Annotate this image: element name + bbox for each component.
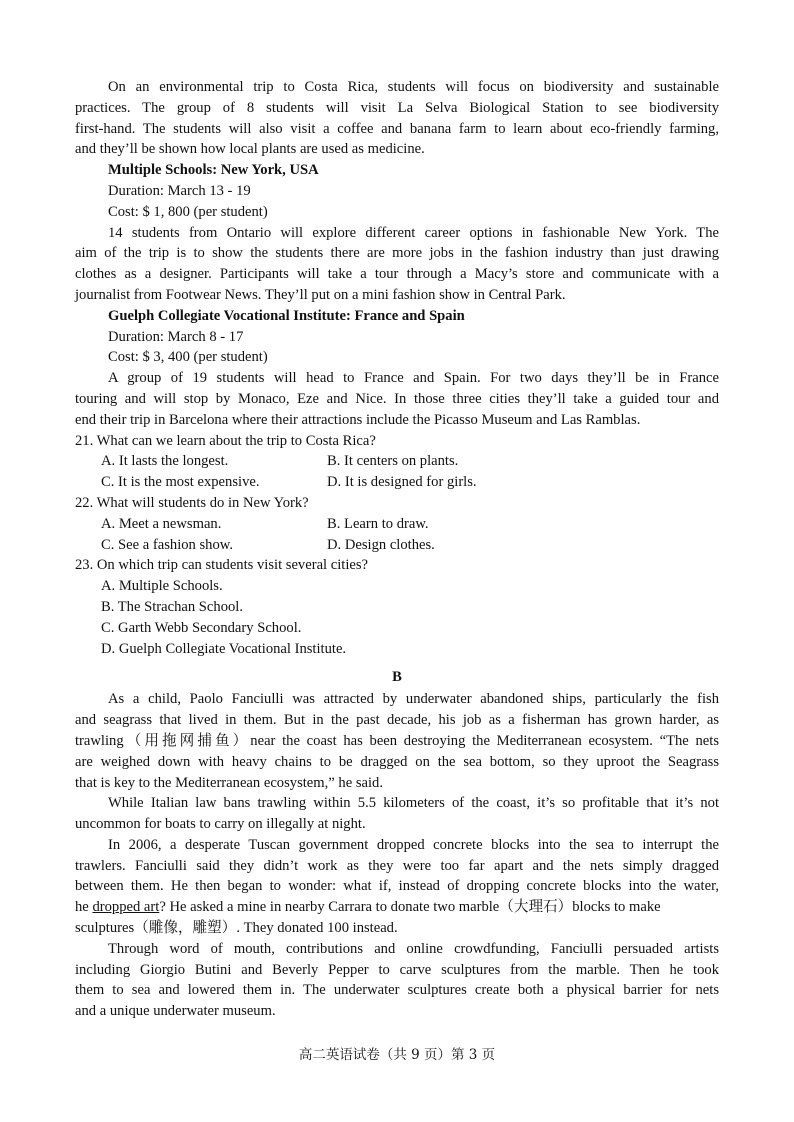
option-row <box>75 597 719 618</box>
question-21 <box>75 431 719 493</box>
text-line: On an environmental trip to Costa Rica, students will focus on biodiversity and sustainable <box>108 79 719 95</box>
text-line: and seagrass that lived in them. But in the past decade, his job as a fisherman has grown harder, as <box>75 712 719 729</box>
option-b: B. It centers on plants. <box>327 453 459 470</box>
text-fragment: ? He asked a mine in nearby Carrara to donate two marble（大理石）blocks to make <box>159 899 661 916</box>
option-row <box>75 639 719 660</box>
option-row <box>75 618 719 639</box>
text-line <box>75 897 719 918</box>
question-22 <box>75 493 719 555</box>
text-line: trawlers. Fanciulli said they didn’t work as they were too far apart and the nets simply dragged <box>75 857 719 874</box>
passage-b-paragraph-3 <box>75 835 719 939</box>
section-heading: Multiple Schools: New York, USA <box>108 162 319 179</box>
text-line: aim of the trip is to show the students there are more jobs in the fashion industry than just drawing <box>75 245 719 262</box>
option-row <box>75 535 719 556</box>
text-line: While Italian law bans trawling within 5.5 kilometers of the coast, it’s so profitable that it’s not <box>108 795 719 812</box>
option-c: C. Garth Webb Secondary School. <box>101 619 302 636</box>
page-footer: 高二英语试卷（共 9 页）第 3 页 <box>298 1047 496 1063</box>
text-line: practices. The group of 8 students will visit La Selva Biological Station to see biodiversity <box>75 99 719 116</box>
question-stem: 21. What can we learn about the trip to Costa Rica? <box>75 432 376 449</box>
option-d: D. It is designed for girls. <box>327 474 477 491</box>
text-line: and they’ll be shown how local plants are used as medicine. <box>75 141 425 158</box>
option-a: A. Meet a newsman. <box>101 515 222 532</box>
section-heading: Guelph Collegiate Vocational Institute: France and Spain <box>108 307 465 324</box>
option-d: D. Guelph Collegiate Vocational Institute. <box>101 640 347 657</box>
text-line: between them. He then began to wonder: what if, instead of dropping concrete blocks into the water, <box>75 878 719 895</box>
text-line: that is key to the Mediterranean ecosystem,” he said. <box>75 774 383 791</box>
text-line: trawling（用拖网捕鱼）near the coast has been destroying the Mediterranean ecosystem. “The nets <box>75 732 719 749</box>
option-a: A. It lasts the longest. <box>101 453 229 470</box>
text-line: end their trip in Barcelona where their attractions include the Picasso Museum and Las Ramblas. <box>75 411 641 428</box>
option-row <box>75 472 719 493</box>
passage-b-paragraph-1 <box>75 689 719 793</box>
text-fragment: he <box>75 899 93 916</box>
option-row <box>75 576 719 597</box>
question-stem: 22. What will students do in New York? <box>75 494 309 511</box>
underlined-phrase: dropped art <box>92 899 160 916</box>
option-b: B. The Strachan School. <box>101 598 243 615</box>
duration-text: Duration: March 8 - 17 <box>108 328 244 345</box>
text-line: are weighed down with heavy chains to be dragged on the sea bottom, so they uproot the Seagrass <box>75 753 719 770</box>
option-c: C. It is the most expensive. <box>101 474 260 491</box>
question-23 <box>75 555 719 659</box>
duration-text: Duration: March 13 - 19 <box>108 182 251 199</box>
option-a: A. Multiple Schools. <box>101 578 223 595</box>
option-row <box>75 514 719 535</box>
question-stem: 23. On which trip can students visit several cities? <box>75 557 369 574</box>
text-line: and a unique underwater museum. <box>75 1003 276 1020</box>
option-b: B. Learn to draw. <box>327 515 429 532</box>
option-d: D. Design clothes. <box>327 536 435 553</box>
passage-b-paragraph-4 <box>75 939 719 1022</box>
exam-page <box>75 77 719 1022</box>
cost-text: Cost: $ 1, 800 (per student) <box>108 203 268 220</box>
text-line: 14 students from Ontario will explore different career options in fashionable New York. The <box>108 224 719 241</box>
costa-rica-paragraph <box>75 77 719 160</box>
text-line: touring and will stop by Monaco, Eze and Nice. In those three cities they’ll take a guided tour and <box>75 390 719 407</box>
text-line: As a child, Paolo Fanciulli was attracted by underwater abandoned ships, particularly the fish <box>108 691 719 708</box>
text-line: first-hand. The students will also visit a coffee and banana farm to learn about eco-friendly farming, <box>75 120 719 137</box>
text-line: In 2006, a desperate Tuscan government dropped concrete blocks into the sea to interrupt the <box>108 836 719 853</box>
text-line: including Giorgio Butini and Beverly Pepper to carve sculptures from the marble. Then he took <box>75 961 719 978</box>
passage-b-paragraph-2 <box>75 793 719 835</box>
cost-text: Cost: $ 3, 400 (per student) <box>108 349 268 366</box>
option-row <box>75 451 719 472</box>
text-line: Through word of mouth, contributions and online crowdfunding, Fanciulli persuaded artists <box>108 940 719 957</box>
text-line: uncommon for boats to carry on illegally at night. <box>75 816 366 833</box>
section-label: B <box>392 669 402 686</box>
option-c: C. See a fashion show. <box>101 536 233 553</box>
new-york-section <box>75 160 719 306</box>
guelph-section <box>75 306 719 431</box>
text-line: clothes as a designer. Participants will take a tour through a Macy’s store and communicate with a <box>75 266 719 283</box>
text-line: journalist from Footwear News. They’ll put on a mini fashion show in Central Park. <box>75 286 566 303</box>
text-line: A group of 19 students will head to France and Spain. For two days they’ll be in France <box>108 370 719 387</box>
text-line: sculptures（雕像，雕塑）. They donated 100 instead. <box>75 920 398 937</box>
text-line: them to sea and lowered them in. The underwater sculptures create both a physical barrier for nets <box>75 982 719 999</box>
